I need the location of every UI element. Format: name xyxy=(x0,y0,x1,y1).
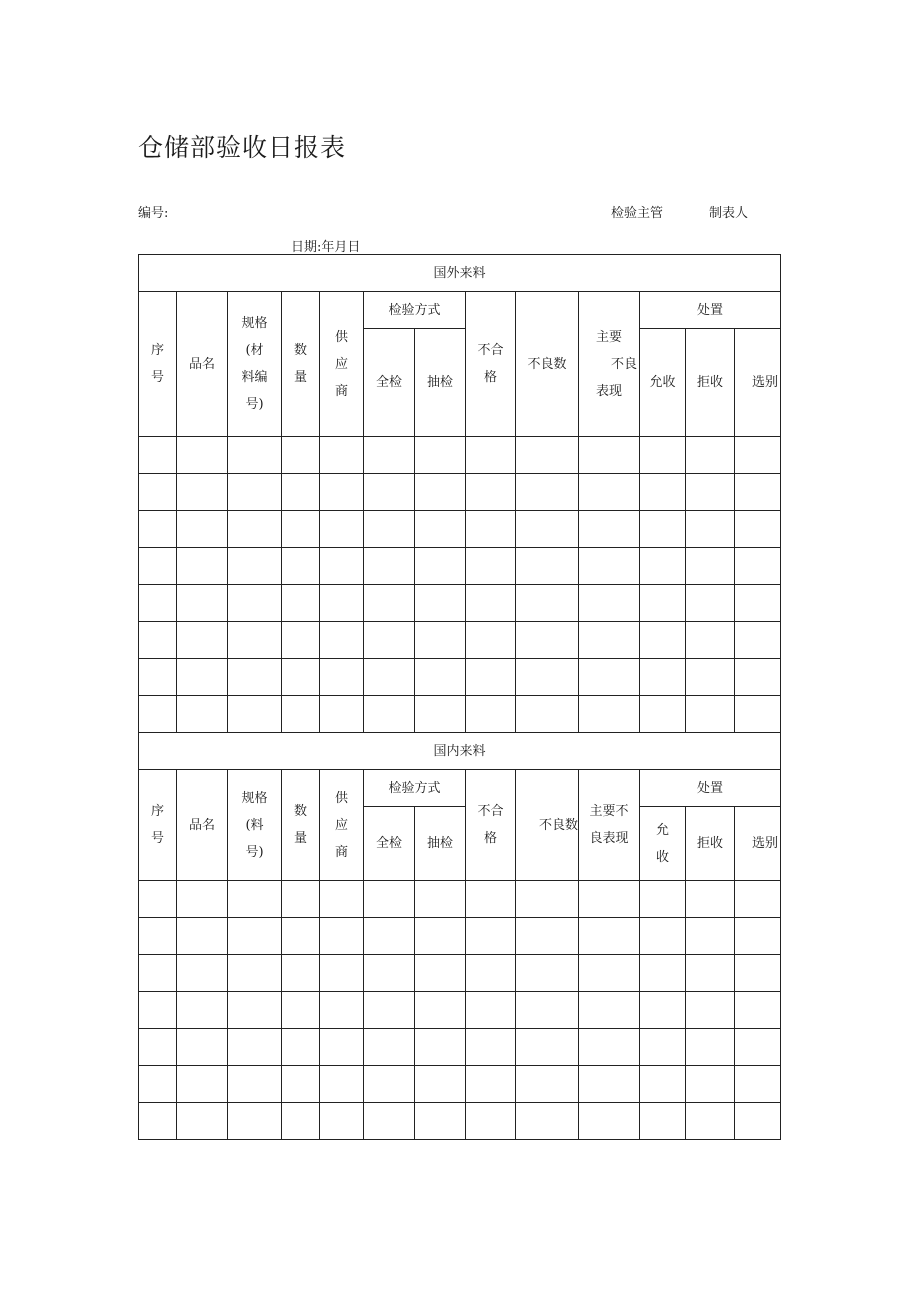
domestic-col-sort: 选别 xyxy=(735,807,781,881)
serial-number-label: 编号: xyxy=(138,206,169,221)
foreign-section-title: 国外来料 xyxy=(139,255,781,292)
table-row xyxy=(139,696,781,733)
table-row xyxy=(139,1103,781,1140)
table-row xyxy=(139,992,781,1029)
domestic-col-accept: 允 收 xyxy=(640,807,686,881)
foreign-col-main-defects: 主要 不良 表现 xyxy=(579,292,640,437)
table-row xyxy=(139,659,781,696)
foreign-col-supplier: 供 应 商 xyxy=(320,292,364,437)
foreign-col-inspection-method: 检验方式 xyxy=(364,292,466,329)
foreign-col-seq: 序 号 xyxy=(139,292,177,437)
preparer-label: 制表人 xyxy=(709,206,749,221)
domestic-col-reject: 拒收 xyxy=(686,807,735,881)
foreign-col-spec: 规格 (材 料编 号) xyxy=(228,292,282,437)
foreign-col-full-inspection: 全检 xyxy=(364,329,415,437)
table-row xyxy=(139,437,781,474)
table-row xyxy=(139,548,781,585)
table-row xyxy=(139,1066,781,1103)
domestic-col-qty: 数 量 xyxy=(282,770,320,881)
domestic-col-inspection-method: 检验方式 xyxy=(364,770,466,807)
table-row xyxy=(139,585,781,622)
domestic-col-seq: 序 号 xyxy=(139,770,177,881)
foreign-col-fail: 不合 格 xyxy=(466,292,516,437)
domestic-col-spec: 规格 (料 号) xyxy=(228,770,282,881)
inspector-label: 检验主管 xyxy=(611,206,664,221)
foreign-col-sampling: 抽检 xyxy=(415,329,466,437)
table-row xyxy=(139,622,781,659)
foreign-col-reject: 拒收 xyxy=(686,329,735,437)
foreign-col-sort: 选别 xyxy=(735,329,781,437)
table-row xyxy=(139,955,781,992)
domestic-col-supplier: 供 应 商 xyxy=(320,770,364,881)
table-row xyxy=(139,474,781,511)
table-row xyxy=(139,881,781,918)
foreign-col-qty: 数 量 xyxy=(282,292,320,437)
foreign-col-name: 品名 xyxy=(177,292,228,437)
domestic-col-fail: 不合 格 xyxy=(466,770,516,881)
domestic-col-main-defects: 主要不 良表现 xyxy=(579,770,640,881)
domestic-col-sampling: 抽检 xyxy=(415,807,466,881)
foreign-col-defect-count: 不良数 xyxy=(516,292,579,437)
foreign-col-accept: 允收 xyxy=(640,329,686,437)
domestic-section-title: 国内来料 xyxy=(139,733,781,770)
domestic-col-disposal: 处置 xyxy=(640,770,781,807)
table-row xyxy=(139,511,781,548)
domestic-col-name: 品名 xyxy=(177,770,228,881)
date-label: 日期:年月日 xyxy=(291,240,361,255)
page-title: 仓储部验收日报表 xyxy=(138,133,347,162)
inspection-report-table xyxy=(138,254,781,1140)
table-row xyxy=(139,918,781,955)
domestic-col-defect-count: 不良数 xyxy=(516,770,579,881)
table-row xyxy=(139,1029,781,1066)
domestic-col-full-inspection: 全检 xyxy=(364,807,415,881)
foreign-col-disposal: 处置 xyxy=(640,292,781,329)
